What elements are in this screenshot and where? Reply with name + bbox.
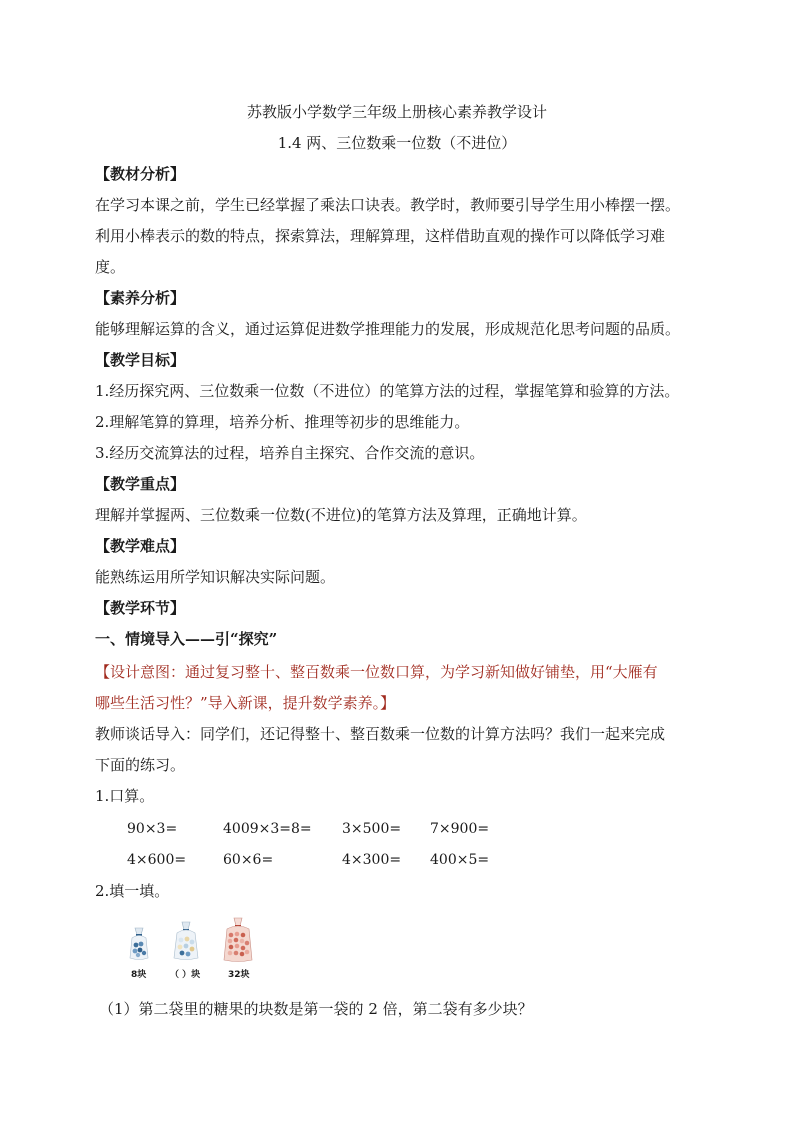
calc-item: 90×3=	[127, 821, 178, 837]
section-heading-material: 【教材分析】	[95, 165, 186, 183]
question-label: 2.填一填。	[95, 882, 170, 900]
question-label: 1.口算。	[95, 787, 155, 805]
bag-caption: （ ）块	[170, 970, 201, 980]
section-heading-literacy: 【素养分析】	[95, 289, 186, 307]
goal-item: 1.经历探究两、三位数乘一位数（不进位）的笔算方法的过程，掌握笔算和验算的方法。	[95, 382, 680, 400]
section-heading-difficulty: 【教学难点】	[95, 537, 186, 555]
medium-candy-bag-image	[171, 920, 201, 962]
paragraph-line: 理解并掌握两、三位数乘一位数(不进位)的笔算方法及算理，正确地计算。	[95, 506, 587, 524]
small-candy-bag-image	[126, 926, 152, 962]
sub-question: （1）第二袋里的糖果的块数是第一袋的 2 倍，第二袋有多少块？	[99, 1000, 533, 1018]
paragraph-line: 下面的练习。	[95, 756, 186, 774]
paragraph-line: 在学习本课之前，学生已经掌握了乘法口诀表。教学时，教师要引导学生用小棒摆一摆。	[95, 196, 681, 214]
bag-caption: 32块	[228, 970, 250, 980]
calc-item: 4×600=	[127, 852, 187, 868]
section-heading-key: 【教学重点】	[95, 475, 186, 493]
document-title: 苏教版小学数学三年级上册核心素养教学设计	[246, 103, 547, 121]
calc-item: 3×500=	[342, 821, 402, 837]
paragraph-line: 度。	[95, 258, 126, 276]
goal-item: 2.理解笔算的算理，培养分析、推理等初步的思维能力。	[95, 413, 470, 431]
calc-item: 4009×3=8=	[223, 821, 312, 837]
paragraph-line: 能熟练运用所学知识解决实际问题。	[95, 568, 336, 586]
goal-item: 3.经历交流算法的过程，培养自主探究、合作交流的意识。	[95, 444, 485, 462]
lesson-subtitle: 1.4 两、三位数乘一位数（不进位）	[277, 134, 517, 152]
design-intent-line: 哪些生活习性？”导入新课，提升数学素养。】	[95, 694, 396, 712]
large-candy-bag-image	[222, 916, 254, 964]
calc-item: 400×5=	[430, 852, 490, 868]
calc-item: 60×6=	[223, 852, 274, 868]
design-intent-line: 【设计意图：通过复习整十、整百数乘一位数口算，为学习新知做好铺垫，用“大雁有	[95, 663, 658, 681]
step-title: 一、情境导入——引“探究”	[95, 630, 278, 648]
calc-item: 4×300=	[342, 852, 402, 868]
paragraph-line: 教师谈话导入：同学们，还记得整十、整百数乘一位数的计算方法吗？我们一起来完成	[95, 725, 666, 743]
bag-caption: 8块	[131, 970, 147, 980]
section-heading-goals: 【教学目标】	[95, 351, 186, 369]
calc-item: 7×900=	[430, 821, 490, 837]
paragraph-line: 能够理解运算的含义，通过运算促进数学推理能力的发展，形成规范化思考问题的品质。	[95, 320, 681, 338]
paragraph-line: 利用小棒表示的数的特点，探索算法，理解算理，这样借助直观的操作可以降低学习难	[95, 227, 666, 245]
section-heading-steps: 【教学环节】	[95, 599, 186, 617]
